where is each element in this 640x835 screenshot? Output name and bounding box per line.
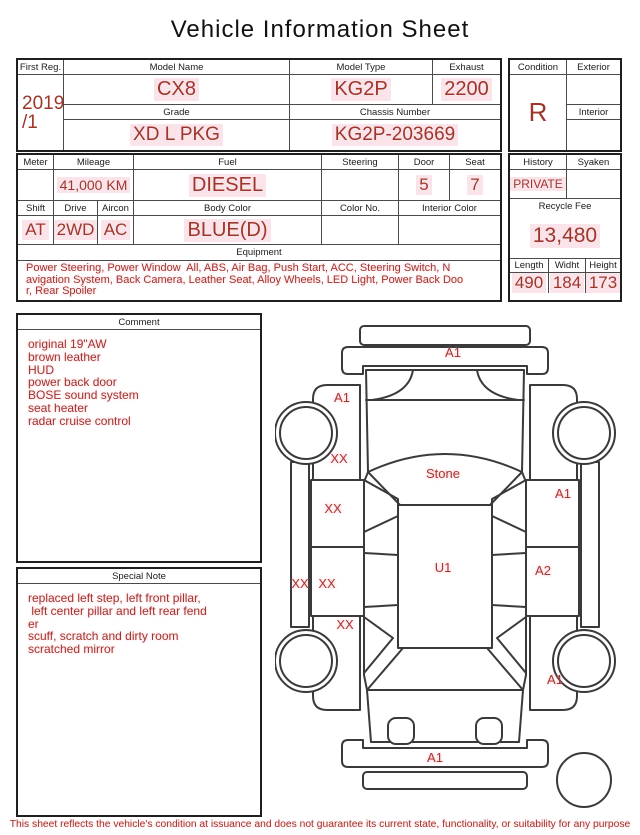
text-line: seat heater [28,400,89,415]
color-no-label: Color No. [322,201,399,215]
interior-color-label: Interior Color [422,202,477,214]
text-line: avigation System, Back Camera, Leather Seat, Alloy Wheels, LED Light, Power Back Doo [26,273,464,286]
tailgate-notch-left [388,718,414,744]
length-label: Length [510,259,549,272]
page-title: Vehicle Information Sheet [170,16,470,43]
left-step [291,462,309,627]
drive-value: 2WD [54,220,97,240]
chassis-value: KG2P-203669 [332,124,458,146]
hood-arch-left [372,370,413,400]
damage-marker: XX [330,451,348,466]
car-diagram-svg [275,312,640,822]
roof [398,505,492,648]
text-line: original 19"AW [28,337,107,351]
special-note-box [16,567,262,817]
text-line: left center pillar and left rear fend [28,603,207,618]
exhaust-label: Exhaust [449,61,484,73]
rear-window-left [364,553,398,607]
grade-value: XD L PKG [130,124,223,146]
text-line: scuff, scratch and dirty room [28,629,179,644]
model-type-value: KG2P [331,78,390,101]
grade-label: Grade [64,105,290,119]
model-name-value: CX8 [154,78,199,101]
fuel-value: DIESEL [189,174,266,197]
disclaimer-text: This sheet reflects the vehicle's condition at issuance and does not guarantee its current state, functionality, or suitability for any purpose [9,819,631,830]
text-line: HUD [28,362,54,377]
aircon-label: Aircon [98,201,134,215]
rear-lower-bar [363,772,527,789]
front-grille-bar [360,326,530,345]
meter-label: Meter [18,155,54,169]
front-window-right [492,480,526,532]
damage-marker: A1 [547,672,563,687]
body-color-value: BLUE(D) [184,219,270,242]
text-line: er [28,616,39,631]
text-line: replaced left step, left front pillar, [28,591,201,605]
model-type-label: Model Type [290,60,433,74]
door-value: 5 [416,175,431,195]
drive-label: Drive [54,201,98,215]
text-line: Power Steering, Power Window All, ABS, Air Bag, Push Start, ACC, Steering Switch, N [26,262,451,274]
damage-marker: XX [318,576,336,591]
equipment-label: Equipment [18,245,500,261]
exhaust-value: 2200 [441,78,492,101]
history-label: History [510,155,567,169]
width-value: 184 [550,273,584,293]
first-reg-label: First Reg. [18,60,63,75]
rear-bumper [342,740,548,767]
special-note-label: Special Note [18,569,260,584]
comment-text [18,330,260,428]
hood-arch-right [477,370,518,400]
mileage-label: Mileage [54,155,134,169]
text-line: power back door [28,375,117,390]
spec-box [16,153,502,302]
damage-marker: A1 [427,750,443,765]
width-label: Widht [549,259,586,272]
damage-marker: XX [336,617,354,632]
special-note-text [18,584,260,656]
condition-label: Condition [510,60,566,75]
model-name-label: Model Name [64,60,290,74]
syaken-label: Syaken [577,156,610,168]
spare-tire [557,753,611,807]
exterior-label: Exterior [567,60,620,75]
rear-window-right [492,553,526,607]
text-line: brown leather [28,349,101,364]
height-label: Height [589,260,617,271]
shift-label: Shift [18,201,54,215]
height-value: 173 [586,273,620,293]
seat-value: 7 [467,175,482,195]
fuel-label: Fuel [134,155,322,169]
wheel-front-left [275,402,337,464]
damage-marker: XX [324,501,342,516]
damage-marker: Stone [426,466,460,481]
car-damage-diagram [275,312,640,827]
tailgate-notch-right [476,718,502,744]
comment-label: Comment [18,315,260,330]
seat-label: Seat [465,156,485,168]
comment-box [16,313,262,563]
first-reg-value: 2019 [22,92,65,114]
text-line: scratched mirror [28,642,115,657]
damage-marker: A1 [334,390,350,405]
damage-marker: U1 [434,560,452,575]
rear-glass [367,648,523,690]
text-line: BOSE sound system [28,388,139,403]
text-line: radar cruise control [28,413,131,428]
registration-box [16,58,502,152]
damage-marker: XX [291,576,309,591]
damage-marker: A2 [535,563,551,578]
wheel-rear-left [275,630,337,692]
front-window-left [364,480,398,532]
length-value: 490 [512,273,546,293]
chassis-label: Chassis Number [359,106,431,118]
condition-value: R [528,97,548,127]
door-label: Door [399,155,450,169]
mileage-value: 41,000 KM [57,177,131,193]
damage-marker: A1 [555,486,571,501]
aircon-value: AC [101,220,131,240]
wheel-front-right [553,402,615,464]
shift-value: AT [22,220,48,240]
history-box [508,153,622,302]
steering-label: Steering [322,155,399,169]
condition-box [508,58,622,152]
interior-label: Interior [567,105,620,120]
damage-marker: A1 [445,345,461,360]
hood-outline [366,370,524,472]
body-color-label: Body Color [134,201,322,215]
text-line: r, Rear Spoiler [26,285,97,298]
first-reg-value2: /1 [22,111,38,133]
equipment-text [18,261,500,298]
recycle-fee-label: Recycle Fee [538,200,592,212]
history-value: PRIVATE [510,177,566,191]
right-step [581,462,599,627]
recycle-fee-value: 13,480 [530,224,600,248]
